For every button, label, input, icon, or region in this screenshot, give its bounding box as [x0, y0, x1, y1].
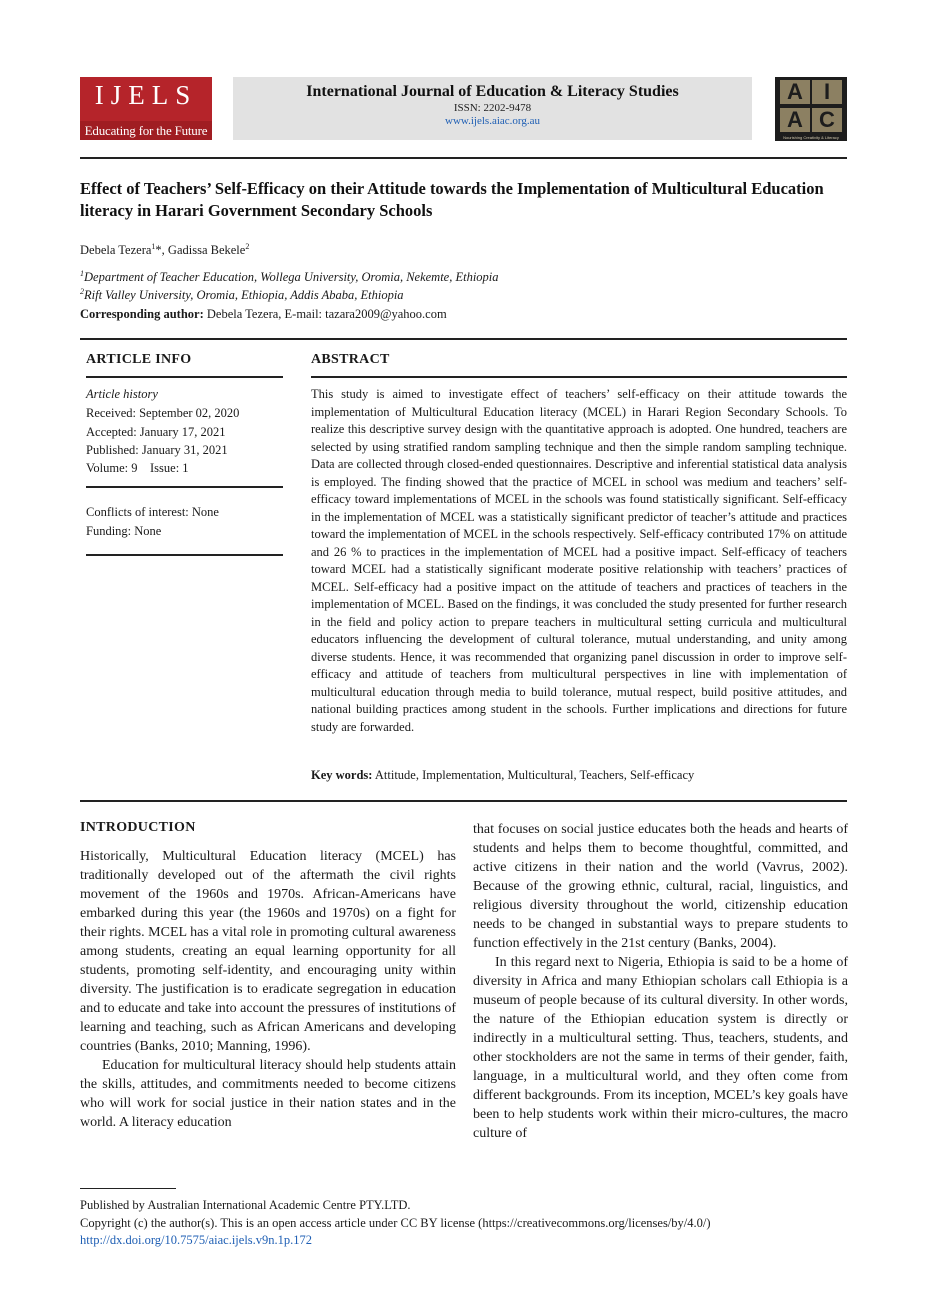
keywords-list: Attitude, Implementation, Multicultural, Teachers, Self-efficacy: [372, 768, 695, 782]
aiac-logo-letter: C: [812, 108, 842, 132]
author-affiliation-marker: 1: [151, 242, 156, 251]
introduction-heading: INTRODUCTION: [80, 820, 196, 835]
abstract-rule: [311, 376, 847, 378]
body-paragraph: Historically, Multicultural Education literacy (MCEL) has traditionally developed out of the aftermath the civil rights movement of the 1960s and 1970s. African-Americans have embarked during this year (the 1960s and 1970s) on a fight for their rights. MCEL has a vital role in promoting cultural awareness among students, creating an equal learning opportunity for all students, promoting self-identity, and encouraging unity within diversity. The justification is to eradicate segregation in education and to educate and take into account the pressures of institutions of learning and teaching, such as African Americans and developing countries (Banks, 2010; Manning, 1996).: [80, 849, 456, 1054]
corresponding-author-label: Corresponding author:: [80, 307, 204, 321]
ijels-logo-letters: IJELS: [94, 80, 198, 110]
body-paragraph: that focuses on social justice educates both the heads and hearts of students and helps them to become thoughtful, committed, and active citizens in their nation and the world (Vavrus, 2002). Because of the growing ethnic, cultural, racial, linguistics, and religious diversity throughout the world, citizenship education needs to be changed in substantial ways to prepare students to function effectively in the 21st century (Banks, 2004).: [473, 822, 848, 951]
ijels-logo-tagline: Educating for the Future: [80, 121, 212, 140]
body-paragraph: In this regard next to Nigeria, Ethiopia is said to be a home of diversity in Africa and many Ethiopian scholars call Ethiopia is a museum of people because of its cultural diversity. In other words, the nature of the Ethiopian education system is directly or indirectly in a multicultural setting. Thus, teachers, students, and other stockholders are not the same in terms of their gender, faith, language, in a multicultural world, and they often come from different backgrounds. From its inception, MCEL’s key goals have been to help students work within their micro-cultures, the macro culture of: [473, 955, 848, 1141]
ijels-logo: [80, 77, 212, 140]
publisher-line: Published by Australian International Academic Centre PTY.LTD.: [80, 1198, 411, 1212]
affiliation-1: [80, 269, 499, 285]
article-info-rule: [86, 554, 283, 556]
article-info-rule: [86, 376, 283, 378]
abstract-divider: [80, 800, 847, 802]
title-divider: [80, 338, 847, 340]
corresponding-author: [80, 307, 447, 322]
keywords: [311, 768, 694, 783]
header-divider: [80, 157, 847, 159]
doi-link[interactable]: http://dx.doi.org/10.7575/aiac.ijels.v9n.1p.172: [80, 1233, 313, 1247]
received-date: Received: September 02, 2020: [86, 406, 240, 420]
aiac-logo-letter: A: [780, 108, 810, 132]
article-title: Effect of Teachers’ Self-Efficacy on their Attitude towards the Implementation of Multicultural Education literacy in Harari Government Secondary Schools: [80, 179, 824, 220]
article-history-label: Article history: [86, 387, 158, 401]
accepted-date: Accepted: January 17, 2021: [86, 425, 226, 439]
author-name: Gadissa Bekele: [167, 243, 246, 258]
published-date: Published: January 31, 2021: [86, 443, 228, 457]
affiliation-marker: 2: [80, 287, 84, 296]
body-paragraph: Education for multicultural literacy should help students attain the skills, attitudes, and commitments needed to become citizens who will work for social justice in their nation states and in the world. A literacy education: [80, 1058, 456, 1130]
keywords-label: Key words:: [311, 768, 373, 782]
affiliation-2: [80, 287, 404, 303]
aiac-logo-tagline: Nourishing Creativity & Literacy: [783, 135, 839, 140]
article-info-rule: [86, 486, 283, 488]
journal-issn: ISSN: 2202-9478: [453, 102, 532, 114]
article-info-heading: ARTICLE INFO: [86, 352, 192, 367]
author-list: [80, 242, 249, 258]
funding: Funding: None: [86, 524, 162, 538]
conflicts-of-interest: Conflicts of interest: None: [86, 505, 219, 519]
volume-issue: Volume: 9 Issue: 1: [86, 461, 189, 475]
journal-title: International Journal of Education & Literacy Studies: [306, 83, 679, 100]
author-name: Debela Tezera: [80, 243, 152, 258]
affiliation-text: Department of Teacher Education, Wollega University, Oromia, Nekemte, Ethiopia: [84, 270, 499, 285]
affiliation-text: Rift Valley University, Oromia, Ethiopia, Addis Ababa, Ethiopia: [84, 288, 404, 303]
author-affiliation-marker: 2: [245, 242, 250, 251]
aiac-logo: [775, 77, 847, 141]
aiac-logo-letter: A: [780, 80, 810, 104]
affiliation-marker: 1: [80, 269, 84, 278]
footnote-rule: [80, 1188, 176, 1189]
abstract-heading: ABSTRACT: [311, 352, 390, 367]
author-separator: *,: [155, 243, 168, 258]
corresponding-author-details: Debela Tezera, E-mail: tazara2009@yahoo.com: [203, 307, 447, 321]
journal-header: [233, 77, 752, 140]
page-footer: [80, 1197, 711, 1250]
body-column-right: [473, 820, 848, 1143]
abstract-text: This study is aimed to investigate effect of teachers’ self-efficacy on their attitude towards the implementation of Multicultural Education literacy (MCEL) in Harari Region Secondary Schools. To realize this descriptive survey design with the quantitative approach is adopted. One hundred, teachers are selected by using stratified random sampling technique and then the simple random sampling technique. Data are collected through closed-ended questionnaires. Descriptive and inferential statistical data analysis is employed. The finding showed that the practice of MCEL in school was medium and teachers’ self-efficacy toward implementations of MCEL in the schools was found statistically significant. Self-efficacy in the implementation of MCEL was a statistically significant predictor of teacher’s attitude and practices toward the implementation of MCEL in the schools respectively. Self-efficacy contributed 17% on attitude and 26 % to practices in the implementation of MCEL had a positive impact. Self-efficacy of teachers toward MCEL had a statistically significant moderate positive relationship with teachers’ practices of MCEL. Self-efficacy had a positive impact on the attitude of teachers and practices of teachers in the implementation of MCEL. Based on the findings, it was concluded the study presented for further research in the field and policy action to prepare teachers in multicultural setting curricula and multicultural educators influencing the development of cultural tolerance, mutual understanding, and unity among diverse students. Hence, it was recommended that organizing panel discussion in order to improve self-efficacy and attitude of teachers from multicultural perspectives in line with implementation of multicultural education through media to build tolerance, mutual respect, build positive attitudes, and national building practices among student in the schools. Further implications and directions for future study are forwarded.: [311, 387, 847, 734]
copyright-line: Copyright (c) the author(s). This is an open access article under CC BY license (https://creativecommons.org/licenses/by/4.0/): [80, 1215, 711, 1230]
journal-url-link[interactable]: www.ijels.aiac.org.au: [445, 115, 540, 127]
aiac-logo-letter: I: [812, 80, 842, 104]
body-column-left: [80, 847, 456, 1132]
